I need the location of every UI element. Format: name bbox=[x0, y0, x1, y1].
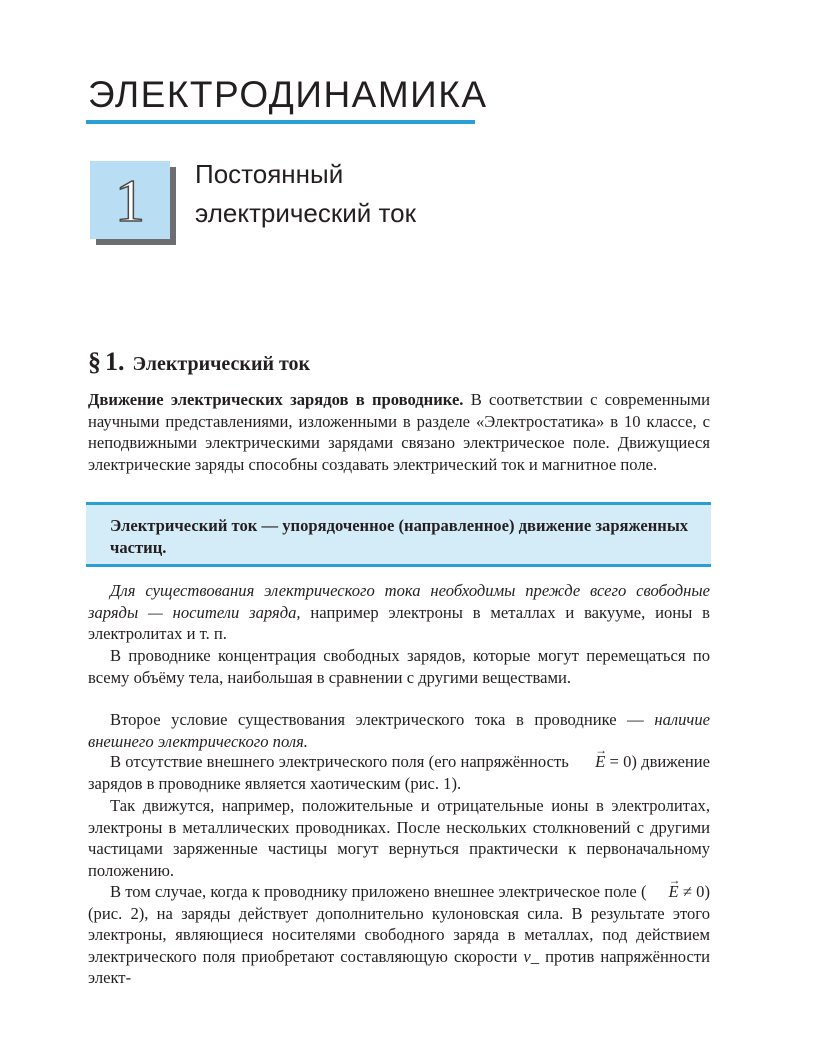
intro-lead: Движение электрических зарядов в проводнике. bbox=[88, 390, 464, 409]
chapter-title bbox=[195, 155, 416, 233]
paragraph-title: Электрический ток bbox=[132, 353, 311, 375]
external-field-part-1: В том случае, когда к проводнику приложено внешнее электрическое поле ( bbox=[110, 882, 647, 901]
free-charges-italic: Для существования электрического тока необходимы прежде всего свободные заряды — носители заряда, bbox=[88, 581, 710, 622]
external-field-part-3: против напряжённости элект- bbox=[88, 946, 710, 987]
second-condition-text: Второе условие существования электрического тока в проводнике — bbox=[110, 710, 644, 729]
paragraph-number: 1. bbox=[105, 347, 125, 376]
field-vector-symbol: → E bbox=[573, 751, 605, 773]
section-title: ЭЛЕКТРОДИНАМИКА bbox=[88, 74, 488, 115]
chapter-title-line-1: Постоянный bbox=[195, 159, 344, 189]
paragraph-concentration: В проводнике концентрация свободных зарядов, которые могут перемещаться по всему объёму тела, наибольшая в сравнении с другими веществами. bbox=[88, 646, 710, 687]
velocity-symbol: v_ bbox=[523, 946, 540, 966]
no-field-part-2: = 0) движение зарядов в проводнике является хаотическим (рис. 1). bbox=[88, 752, 711, 793]
free-charges-rest: например электроны в металлах и вакууме, ионы в электролитах и т. п. bbox=[88, 602, 710, 643]
paragraph-ions: Так движутся, например, положительные и отрицательные ионы в электролитах, электроны в металлических проводниках. После нескольких столкновений с другими частицами заряженные частицы могут вернуться практически к первоначальному положению. bbox=[88, 796, 710, 880]
intro-paragraph bbox=[88, 389, 710, 475]
no-field-part-1: В отсутствие внешнего электрического поля (его напряжённость bbox=[110, 752, 569, 771]
external-field-part-2: ≠ 0) (рис. 2), на заряды действует дополнительно кулоновская сила. В результате этого электроны, являющиеся носителями свободного заряда в металлах, под действием электрического поля приобретают составляющую скорости bbox=[88, 882, 710, 966]
second-condition-italic: наличие внешнего электрического поля. bbox=[88, 710, 710, 751]
intro-body: В соответствии с современными научными представлениями, изложенными в разделе «Электростатика» в 10 классе, с неподвижными электрическими зарядами связано электрическое поле. Движущиеся электрические заряды способны создавать электрический ток и магнитное поле. bbox=[88, 390, 710, 474]
paragraph-external-field bbox=[88, 881, 710, 989]
chapter-title-line-2: электрический ток bbox=[195, 198, 416, 228]
paragraph-second-condition bbox=[88, 709, 710, 752]
paragraph-free-charges bbox=[88, 580, 710, 645]
paragraph-symbol: § bbox=[88, 347, 101, 376]
paragraph-heading bbox=[88, 347, 310, 377]
definition-box bbox=[86, 502, 711, 567]
chapter-number: 1 bbox=[115, 168, 145, 234]
title-underline bbox=[86, 120, 475, 124]
definition-text: Электрический ток — упорядоченное (направленное) движение заряженных частиц. bbox=[110, 516, 689, 557]
paragraph-no-field bbox=[88, 751, 710, 794]
chapter-number-box bbox=[90, 161, 170, 239]
field-vector-symbol-2: → E bbox=[647, 881, 679, 903]
